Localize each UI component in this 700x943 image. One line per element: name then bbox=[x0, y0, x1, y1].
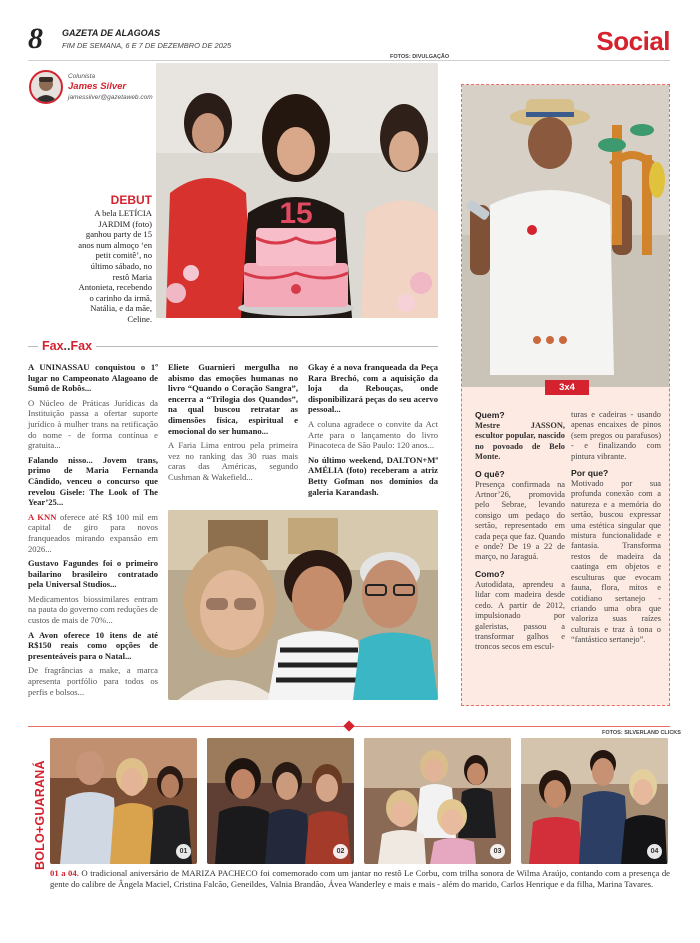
photo-badge: 04 bbox=[647, 844, 662, 859]
columnist-name: James Silver bbox=[68, 81, 127, 92]
tres-por-quatro-col-right bbox=[571, 410, 661, 652]
tres-por-quatro-label: 3x4 bbox=[545, 380, 589, 395]
fax-title: Fax..Fax bbox=[38, 338, 96, 354]
bolo-caption bbox=[50, 868, 670, 890]
bolo-caption-text: O tradicional aniversário de MARIZA PACHECO foi comemorado com um jantar no restô Le Corbu, com trilha sonora de Wilma Araújo, contando com a presença de gente do calibre de Ângela Maciel, Cristina Falcão, Geneildes, Valnia Brandão, Ávea Wanderley e mais e mais - além do marido, Carlos Henrique e da filha, Marina Tavares. bbox=[50, 868, 671, 889]
photo-credit: FOTOS: DIVULGAÇÃO bbox=[390, 54, 450, 60]
fax-item: A coluna agradece o convite da Act Arte para o lançamento do livro Pinacoteca de São Paulo: 120 anos... bbox=[308, 418, 438, 451]
party-photo-3 bbox=[364, 738, 511, 864]
party-photo-4 bbox=[521, 738, 668, 864]
party-guests-illustration bbox=[207, 738, 354, 864]
debut-text: A bela LETÍCIA JARDIM (foto) ganhou party de 15 anos num almoço ‘en petit comitê’, no último sábado, no restô Maria Antonieta, recebendo o carinho da irmã, Natália, e da mãe, Celine. bbox=[78, 208, 152, 324]
selfie-illustration bbox=[168, 510, 438, 700]
fax-item: A Faria Lima entrou pela primeira vez no ranking das 30 ruas mais caras das Américas, segundo Cushman & Wakefield... bbox=[168, 440, 298, 482]
party-guests-illustration bbox=[50, 738, 197, 864]
diamond-icon bbox=[343, 720, 354, 731]
group-photo bbox=[168, 510, 438, 700]
fax-item: De fragrâncias a make, a marca apresenta portfólio para todos os perfis e bolsos... bbox=[28, 665, 158, 697]
tres-por-quatro-col-left bbox=[475, 410, 565, 659]
photo-badge: 02 bbox=[333, 844, 348, 859]
fax-item: Falando nisso... Jovem trans, primo de Maria Fernanda Cândido, venceu o concurso que revelou Gisele: The Look of The Year’25... bbox=[28, 454, 158, 508]
qa-question: Quem? bbox=[475, 410, 505, 420]
party-photo-2 bbox=[207, 738, 354, 864]
publication-date: FIM DE SEMANA, 6 E 7 DE DEZEMBRO DE 2025 bbox=[62, 41, 232, 50]
qa-answer: Motivado por sua profunda conexão com a natureza e a memória do sertão, buscou expressar uma estética singular que mistura funcionalidade e fantasia. Transforma restos de madeira da caatinga em objetos e esculturas que evocam fauna, flora, mitos e cotidiano sertanejo - criando uma obra que valoriza suas raízes culturais e traz à tona o “fantástico sertanejo”. bbox=[571, 479, 661, 645]
columnist-label: Colunista bbox=[68, 73, 96, 80]
fax-item: Eliete Guarnieri mergulha no abismo das emoções humanas no livro “Quando o Coração Sangra”, encerra a “Trilogia dos Quandos”, na qual buscou retratar as dimensões física, espiritual e emocional do ser humano... bbox=[168, 362, 298, 436]
page-number: 8 bbox=[28, 22, 43, 55]
fax-column-1 bbox=[28, 362, 158, 701]
header-rule bbox=[28, 60, 670, 61]
party-photo-1 bbox=[50, 738, 197, 864]
artisan-photo bbox=[462, 85, 669, 387]
photo-badge: 03 bbox=[490, 844, 505, 859]
fax-item: A UNINASSAU conquistou o 1º lugar no Campeonato Alagoano de Sumô de Robôs... bbox=[28, 362, 158, 394]
qa-question: Por que? bbox=[571, 468, 609, 479]
artisan-illustration bbox=[462, 85, 669, 387]
bolo-caption-lead: 01 a 04. bbox=[50, 868, 79, 878]
cake-number: 15 bbox=[279, 197, 313, 230]
party-guests-illustration bbox=[521, 738, 668, 864]
qa-question: O quê? bbox=[475, 468, 505, 479]
fax-item: O Núcleo de Práticas Jurídicas da Instituição passa a ofertar suporte jurídico à mulher trans na retificação do nome - de forma contínua e gratuita... bbox=[28, 397, 158, 451]
fax-item: Medicamentos biossimilares entram na pauta do governo com reduções de custos de mais de 70%... bbox=[28, 593, 158, 626]
fax-item: Gustavo Fagundes foi o primeiro bailarino brasileiro contratado pela Universal Studios... bbox=[28, 558, 158, 590]
fax-item: No último weekend, DALTON+Mª AMÉLIA (foto) receberam a atriz Betty Gofman nos domínios da galeria Karandash. bbox=[308, 454, 438, 497]
debut-photo bbox=[156, 63, 438, 318]
fax-heading bbox=[28, 338, 438, 354]
columnist-email: jamessilver@gazetaweb.com bbox=[68, 94, 153, 101]
fax-item: A Avon oferece 10 itens de até R$150 reais como opções de presenteáveis para o Natal... bbox=[28, 629, 158, 661]
photo-badge: 01 bbox=[176, 844, 191, 859]
fax-item: Gkay é a nova franqueada da Peça Rara Brechó, com a aquisição da loja da Rebouças, onde disponibilizará peças do seu acervo pessoal... bbox=[308, 362, 438, 415]
qa-answer: Autodidata, aprendeu a lidar com madeira desde cedo. A partir de 2012, impulsionado por galeristas, passou a transformar galhos e troncos secos em escul- bbox=[475, 579, 565, 652]
publication-name: GAZETA DE ALAGOAS bbox=[62, 28, 161, 38]
fax-column-2 bbox=[168, 362, 298, 487]
section-title: Social bbox=[596, 26, 670, 56]
qa-answer: Presença confirmada na Artnor’26, promovida pelo Sebrae, levando consigo um pedaço do sertão, representado em cada peça que faz. Quando e onde? De 19 a 22 de março, no Jaraguá. bbox=[475, 479, 565, 562]
fax-column-3 bbox=[308, 362, 438, 501]
person-icon bbox=[31, 72, 61, 102]
qa-answer: Mestre JASSON, escultor popular, nascido no povoado de Belo Monte. bbox=[475, 421, 565, 462]
qa-question: Como? bbox=[475, 568, 505, 579]
bolo-vertical-label: BOLO+GUARANÁ bbox=[33, 760, 47, 870]
debut-title: DEBUT bbox=[110, 193, 152, 207]
birthday-party-illustration bbox=[156, 63, 438, 318]
bolo-photo-credit: FOTOS: SILVERLAND CLICKS bbox=[602, 730, 681, 736]
fax-item: A KNN oferece até R$ 100 mil em capital de giro para novos franqueados mirando expansão em 2026... bbox=[28, 511, 158, 554]
party-guests-illustration bbox=[364, 738, 511, 864]
qa-answer: turas e cadeiras - usando apenas encaixes de pinos (sem pregos ou parafusos) - e finalizando com pintura vibrante. bbox=[571, 410, 661, 461]
columnist-avatar bbox=[29, 70, 63, 104]
